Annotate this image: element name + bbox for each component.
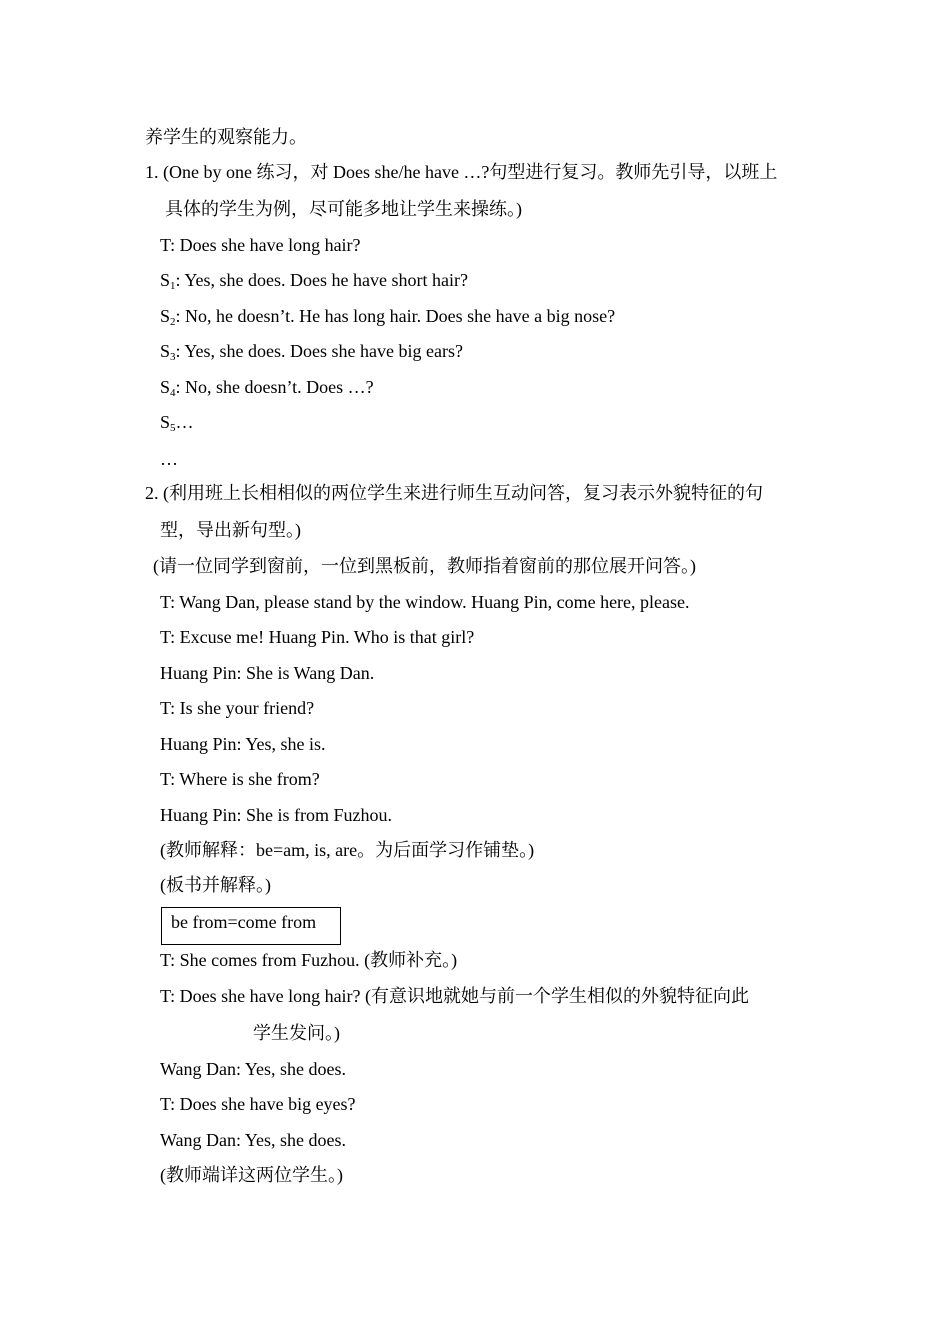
speaker-label: S bbox=[160, 341, 171, 361]
speaker-subscript: 5 bbox=[170, 422, 176, 434]
dialogue-line: Huang Pin: She is from Fuzhou. bbox=[160, 805, 392, 825]
dialogue-line: T: Does she have big eyes? bbox=[160, 1094, 356, 1114]
blackboard-text: be from=come from bbox=[171, 912, 317, 932]
dialogue-line bbox=[160, 340, 463, 362]
dialogue-line bbox=[160, 376, 374, 398]
dialogue-line: Huang Pin: She is Wang Dan. bbox=[160, 663, 375, 683]
dialogue-text: : No, she doesn’t. Does …? bbox=[175, 377, 374, 397]
dialogue-line bbox=[160, 269, 468, 291]
ellipsis-line: … bbox=[160, 449, 178, 469]
dialogue-line: T: Does she have long hair? (有意识地就她与前一个学生相似的外貌特征向此 bbox=[160, 986, 750, 1006]
dialogue-text: : Yes, she does. Does she have big ears? bbox=[175, 341, 463, 361]
speaker-label: S bbox=[160, 270, 171, 290]
dialogue-line: T: Wang Dan, please stand by the window. Huang Pin, come here, please. bbox=[160, 592, 690, 612]
dialogue-line bbox=[160, 411, 194, 433]
dialogue-line-continued: 学生发问。) bbox=[253, 1023, 340, 1043]
stage-direction: (教师端详这两位学生。) bbox=[160, 1165, 343, 1185]
speaker-label: S bbox=[160, 412, 171, 432]
speaker-label: S bbox=[160, 377, 171, 397]
speaker-subscript: 4 bbox=[170, 387, 176, 399]
stage-direction: (板书并解释。) bbox=[160, 875, 271, 895]
dialogue-line: T: She comes from Fuzhou. (教师补充。) bbox=[160, 950, 458, 970]
dialogue-text: … bbox=[175, 412, 194, 432]
stage-direction: (请一位同学到窗前，一位到黑板前，教师指着窗前的那位展开问答。) bbox=[153, 556, 696, 576]
speaker-subscript: 2 bbox=[170, 316, 176, 328]
dialogue-line: T: Does she have long hair? bbox=[160, 235, 361, 255]
speaker-subscript: 1 bbox=[170, 280, 176, 292]
dialogue-line: Huang Pin: Yes, she is. bbox=[160, 734, 326, 754]
text-line: 养学生的观察能力。 bbox=[145, 127, 307, 147]
list-item-1: 1. (One by one 练习，对 Does she/he have …?句型进行复习。教师先引导，以班上 bbox=[145, 162, 778, 182]
list-item-2-continued: 型，导出新句型。) bbox=[160, 520, 301, 540]
dialogue-text: : No, he doesn’t. He has long hair. Does she have a big nose? bbox=[175, 306, 616, 326]
dialogue-line: Wang Dan: Yes, she does. bbox=[160, 1130, 347, 1150]
speaker-subscript: 3 bbox=[170, 351, 176, 363]
dialogue-line bbox=[160, 305, 615, 327]
list-item-1-continued: 具体的学生为例，尽可能多地让学生来操练。) bbox=[165, 199, 522, 219]
dialogue-line: T: Where is she from? bbox=[160, 769, 320, 789]
dialogue-text: : Yes, she does. Does he have short hair? bbox=[175, 270, 468, 290]
dialogue-line: T: Excuse me! Huang Pin. Who is that girl? bbox=[160, 627, 475, 647]
speaker-label: S bbox=[160, 306, 171, 326]
blackboard-box bbox=[161, 907, 341, 945]
stage-direction: (教师解释：be=am, is, are。为后面学习作铺垫。) bbox=[160, 840, 535, 860]
dialogue-line: T: Is she your friend? bbox=[160, 698, 315, 718]
dialogue-line: Wang Dan: Yes, she does. bbox=[160, 1059, 347, 1079]
list-item-2: 2. (利用班上长相相似的两位学生来进行师生互动问答，复习表示外貌特征的句 bbox=[145, 483, 763, 503]
